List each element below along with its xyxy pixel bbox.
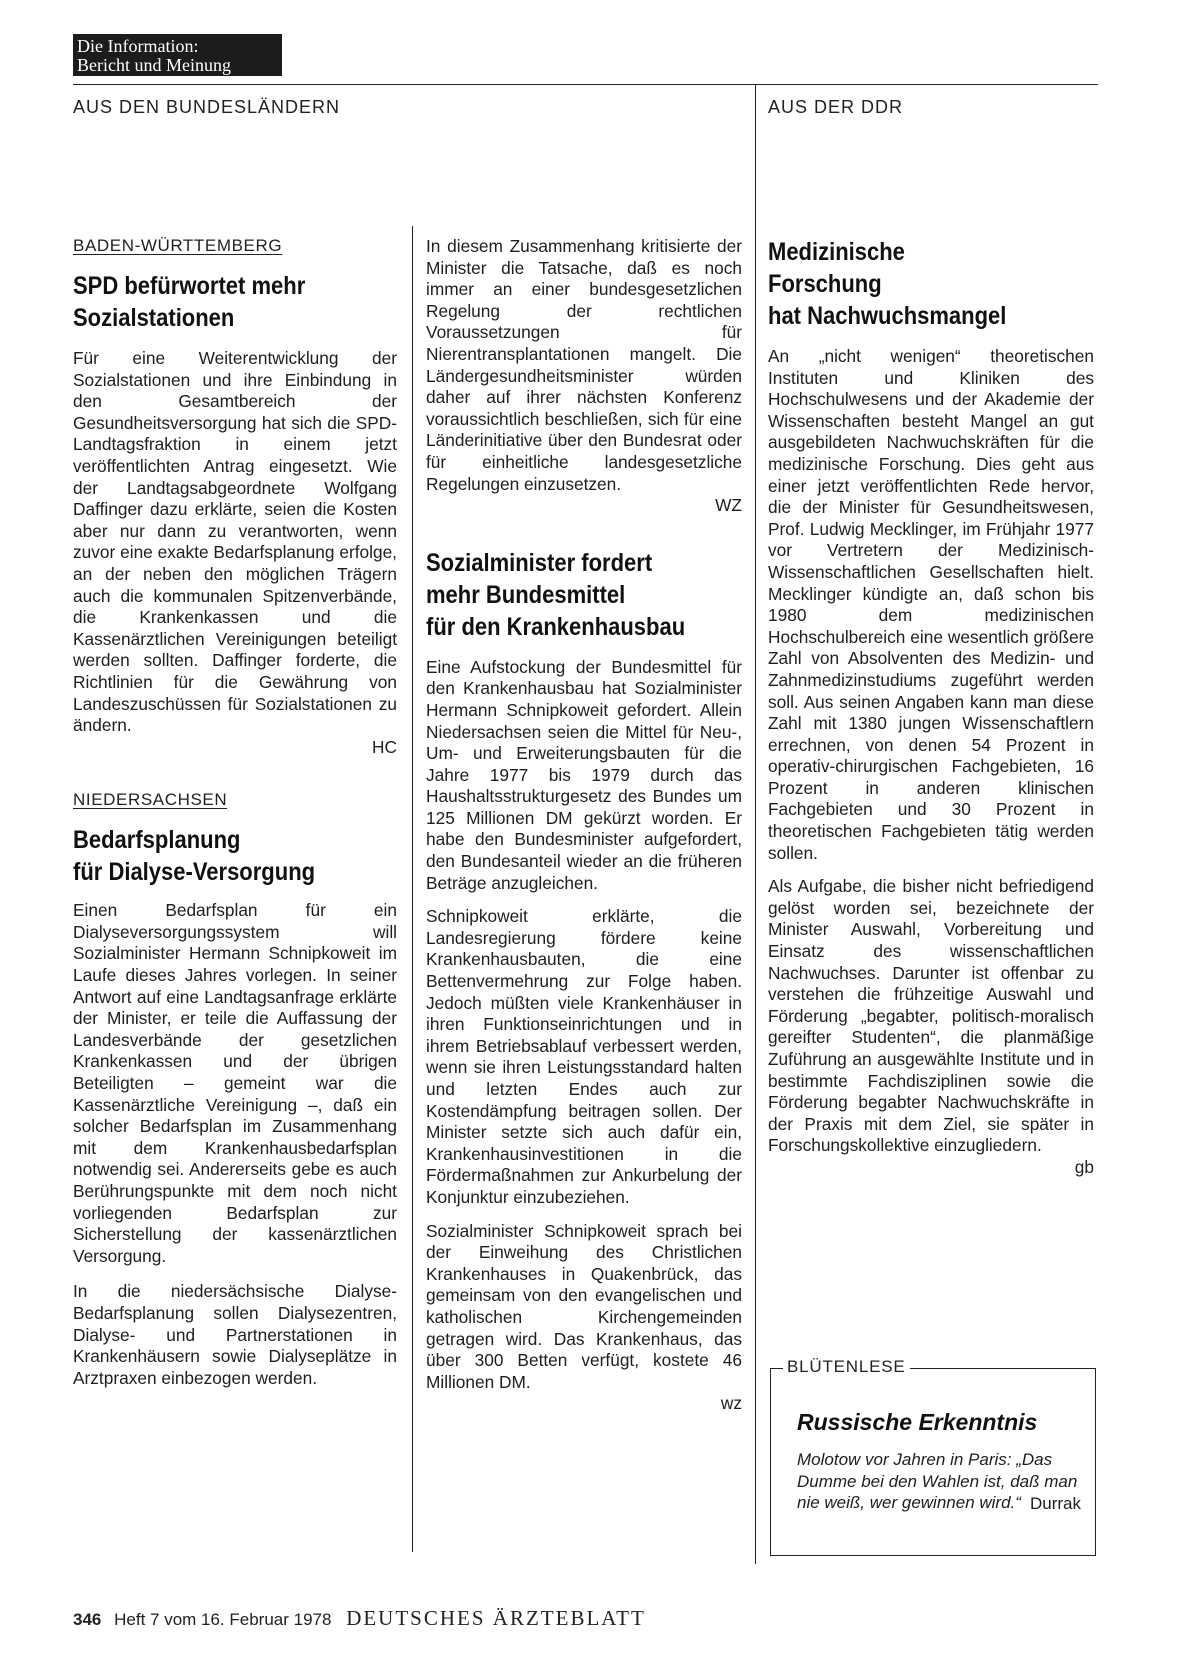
article-forschung-paragraph-1: An „nicht wenigen“ theoretischen Instituten und Kliniken des Hochschulwesens und der Akademie der Wissenschaften besteht Mangel an gut ausgebildeten Nachwuchskräften für die medizinische Forschung. Dies geht aus einer jetzt veröffentlichten Rede hervor, die der Minister für Gesundheitswesen, Prof. Ludwig Mecklinger, im Frühjahr 1977 vor Vertretern der Medizinisch-Wissenschaftlichen Gesellschaften hielt. Mecklinger kündigte an, daß schon bis 1980 dem medizinischen Hochschulbereich eine wesentlich größere Zahl von Absolventen des Medizin- und Zahnmedizinstudiums zugeführt werden soll. Aus seinen Angaben kann man diese Zahl mit 1380 jungen Wissenschaftlern errechnen, von denen 54 Prozent in operativ-chirurgischen Fachgebieten, 16 Prozent in anderen klinischen Fachgebieten und 30 Prozent in theoretischen Fachgebieten tätig werden sollen. [768,346,1094,863]
header-rule [73,84,1098,85]
article-forschung-paragraph-2 [768,876,1094,1178]
badge-line-1: Die Information: [77,36,199,56]
signature-row [426,495,742,517]
issue-info: Heft 7 vom 16. Februar 1978 [114,1610,332,1629]
article-bundesmittel-paragraph-2: Schnipkoweit erklärte, die Landesregierung fördere keine Krankenhausbauten, die eine Bettenvermehrung zur Folge haben. Jedoch müßten viele Krankenhäuser in ihren Funktionseinrichtungen und in ihrem Betriebsablauf verbessert werden, wenn sie ihren Leistungsstandard halten und letzten Endes auch zur Kostendämpfung beitragen sollen. Der Minister setzte sich auch dafür ein, Krankenhausinvestitionen in die Fördermaßnahmen zur Ankurbelung der Konjunktur einzubeziehen. [426,906,742,1207]
headline-bundesmittel [426,547,742,643]
column-2 [426,236,742,1415]
bluetenlese-box [770,1357,1096,1556]
headline-line: Sozialminister fordert [426,548,653,577]
headline-line: Forschung [768,270,882,298]
box-headline: Russische Erkenntnis [797,1409,1038,1435]
article-text: Als Aufgabe, die bisher nicht befriedigend gelöst worden sei, bezeichnete der Minister Auswahl, Vorbereitung und Einsatz des wissenschaftlichen Nachwuchses. Darunter ist offenbar zu verstehen die frühzeitige Auswahl und Förderung „begabter, politisch-moralisch gereifter Studenten“, die planmäßige Zuführung an ausgewählte Institute und in bestimmte Fachdisziplinen sowie die Förderung begabter Nachwuchskräfte in der Praxis mit dem Ziel, sie später in Forschungskollektive einzugliedern. [768,876,1094,1156]
headline-line: Medizinische [768,238,905,266]
author-signature: WZ [715,495,742,516]
section-label-right: AUS DER DDR [768,97,904,117]
headline-spd [73,270,397,334]
author-signature: gb [1074,1156,1094,1177]
headline-line: Bedarfsplanung [73,826,241,855]
page-number: 346 [73,1610,102,1629]
headline-line: Sozialstationen [73,304,235,332]
magazine-title: DEUTSCHES ÄRZTEBLATT [346,1606,646,1630]
article-continuation [426,236,742,517]
signature-row [73,737,397,759]
article-text: Sozialminister Schnipkoweit sprach bei der Einweihung des Christlichen Krankenhauses in Quakenbrück, das gemeinsam von den evangelischen und katholischen Kirchengemeinden getragen wird. Das Krankenhaus, das über 300 Betten verfügt, kostete 46 Millionen DM. [426,1220,742,1392]
column-rule-right [755,84,756,1564]
article-spd-text [73,348,397,758]
region-heading-baden-wuerttemberg: BADEN-WÜRTTEMBERG [73,236,283,255]
box-quote [797,1449,1081,1514]
column-rule-middle [412,226,413,1552]
section-label-left: AUS DEN BUNDESLÄNDERN [73,97,341,117]
author-signature: wz [720,1393,742,1414]
headline-dialyse [73,824,397,888]
headline-line: hat Nachwuchsmangel [768,302,1007,330]
headline-line: mehr Bundesmittel [426,580,626,609]
column-3 [768,236,1094,1179]
column-1 [73,236,397,1389]
signature-row [426,1393,742,1415]
article-dialyse-paragraph-2: In die niedersächsische Dialyse-Bedarfsplanung sollen Dialysezentren, Dialyse- und Partnerstationen in Krankenhäusern sowie Dialyseplätze in Arztpraxen einbezogen werden. [73,1281,397,1388]
headline-line: SPD befürwortet mehr [73,272,306,300]
article-text: In diesem Zusammenhang kritisierte der Minister die Tatsache, daß es noch immer an einer bundesgesetzlichen Regelung der rechtlichen Voraussetzungen für Nierentransplantationen mangelt. Die Ländergesundheitsminister würden daher auf ihrer nächsten Konferenz voraussichtlich beschließen, sich für eine Länderinitiative über den Bundesrat oder für einheitliche landesgesetzliche Regelungen einzusetzen. [426,236,742,494]
article-bundesmittel-paragraph-3 [426,1221,742,1415]
quote-text: Molotow vor Jahren in Paris: „Das Dumme bei den Wahlen ist, daß man nie weiß, wer gewinnen wird.“ [797,1450,1078,1512]
badge-line-2: Bericht und Meinung [77,55,231,75]
signature-row [768,1157,1094,1179]
section-badge [73,34,282,76]
headline-line: für den Krankenhausbau [426,612,686,641]
article-bundesmittel-paragraph-1: Eine Aufstockung der Bundesmittel für den Krankenhausbau hat Sozialminister Hermann Schnipkoweit gefordert. Allein Niedersachsen seien die Mittel für Neu-, Um- und Erweiterungsbauten für die Jahre 1977 bis 1979 durch das Haushaltsstrukturgesetz des Bundes um 125 Millionen DM gekürzt worden. Er habe den Bundesminister aufgefordert, den Bundesanteil wieder an die früheren Beträge anzugleichen. [426,656,742,893]
author-signature: HC [372,736,397,757]
article-text: Für eine Weiterentwicklung der Sozialstationen und ihre Einbindung in den Gesamtbereich der Gesundheitsversorgung hat sich die SPD-Landtagsfraktion in einem jetzt veröffentlichten Antrag eingesetzt. Wie der Landtagsabgeordnete Wolfgang Daffinger dazu erklärte, seien die Kosten aber nur dann zu verantworten, wenn zuvor eine exakte Bedarfsplanung erfolge, an der neben den möglichen Trägern auch die kommunalen Spitzenverbände, die Krankenkassen und die Kassenärztlichen Vereinigungen beteiligt werden sollten. Daffinger forderte, die Richtlinien für die Gewährung von Landeszuschüssen für Sozialstationen zu ändern. [73,348,397,736]
headline-line: für Dialyse-Versorgung [73,858,316,887]
article-dialyse-paragraph-1: Einen Bedarfsplan für ein Dialyseversorgungssystem will Sozialminister Hermann Schnipkoweit im Laufe dieses Jahres vorlegen. In seiner Antwort auf eine Landtagsanfrage erklärte der Minister, er teile die Auffassung der Landesverbände der gesetzlichen Krankenkassen und der übrigen Beteiligten – gemeint war die Kassenärztliche Vereinigung –, daß ein solcher Bedarfsplan im Zusammenhang mit dem Krankenhausbedarfsplan notwendig sei. Andererseits gebe es auch Berührungspunkte mit dem noch nicht vorliegenden Bedarfsplan zur Sicherstellung der kassenärztlichen Versorgung. [73,900,397,1266]
author-signature: Durrak [1029,1493,1081,1513]
headline-forschung [768,236,1094,332]
box-title: BLÜTENLESE [783,1357,910,1377]
page-footer [73,1606,646,1631]
region-heading-niedersachsen: NIEDERSACHSEN [73,790,228,810]
